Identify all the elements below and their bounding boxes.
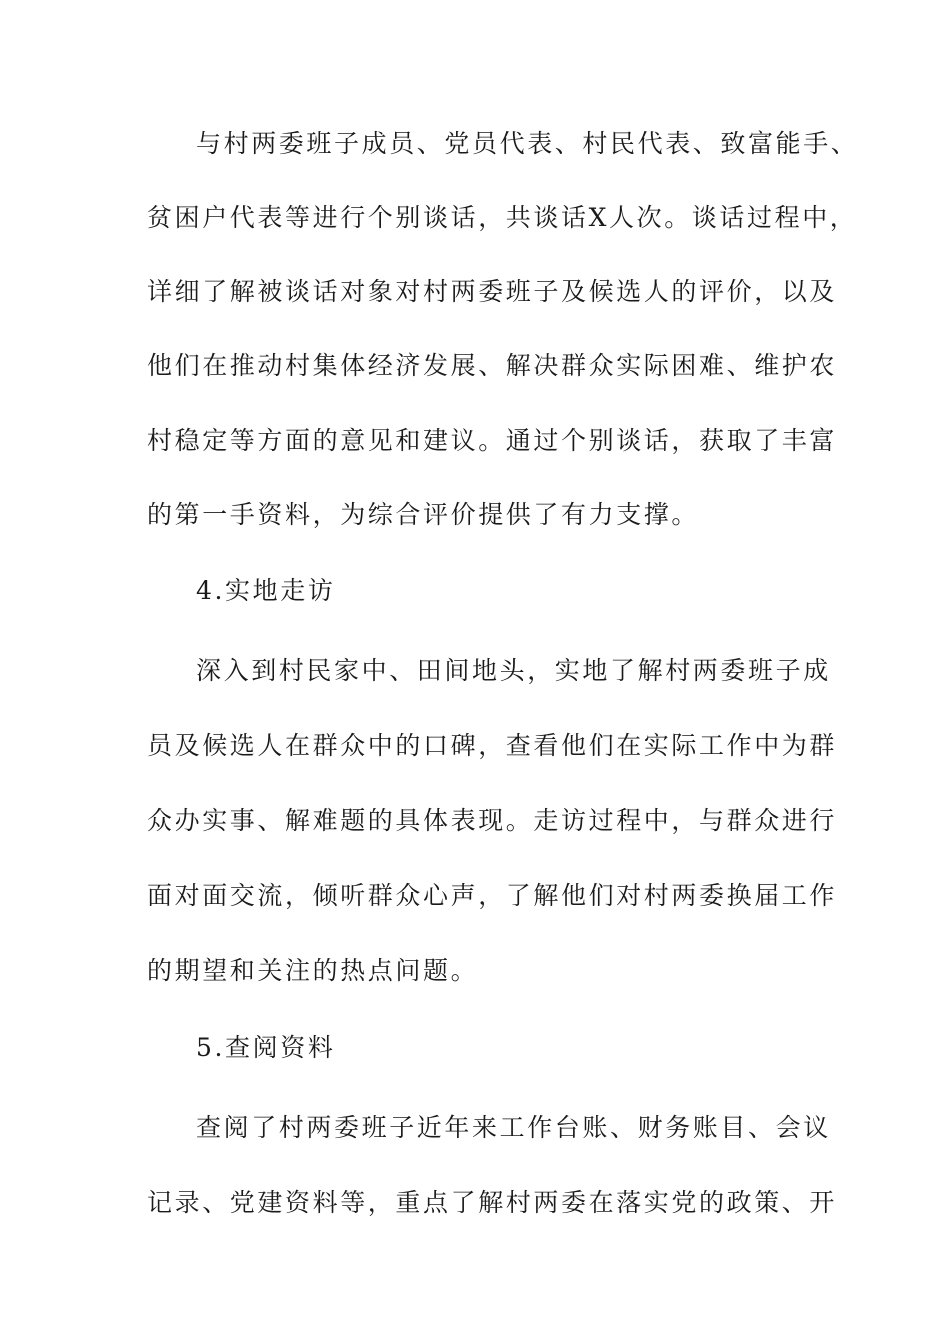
section-heading: 4.实地走访 (196, 576, 336, 605)
paragraph-line: 村稳定等方面的意见和建议。通过个别谈话，获取了丰富 (147, 426, 838, 455)
paragraph-line: 面对面交流，倾听群众心声，了解他们对村两委换届工作 (147, 881, 838, 910)
paragraph-line: 众办实事、解难题的具体表现。走访过程中，与群众进行 (147, 806, 838, 835)
paragraph-line: 的期望和关注的热点问题。 (147, 956, 479, 985)
paragraph-line: 员及候选人在群众中的口碑，查看他们在实际工作中为群 (147, 731, 838, 760)
paragraph-line: 贫困户代表等进行个别谈话，共谈话X人次。谈话过程中， (147, 203, 858, 232)
paragraph-line: 他们在推动村集体经济发展、解决群众实际困难、维护农 (147, 351, 838, 380)
paragraph-line: 查阅了村两委班子近年来工作台账、财务账目、会议 (196, 1113, 831, 1142)
paragraph-line: 深入到村民家中、田间地头，实地了解村两委班子成 (196, 656, 831, 685)
paragraph-line: 与村两委班子成员、党员代表、村民代表、致富能手、 (196, 129, 859, 158)
section-heading: 5.查阅资料 (196, 1033, 336, 1062)
paragraph-line: 的第一手资料，为综合评价提供了有力支撑。 (147, 500, 700, 529)
paragraph-line: 详细了解被谈话对象对村两委班子及候选人的评价，以及 (147, 277, 838, 306)
paragraph-line: 记录、党建资料等，重点了解村两委在落实党的政策、开 (147, 1188, 838, 1217)
